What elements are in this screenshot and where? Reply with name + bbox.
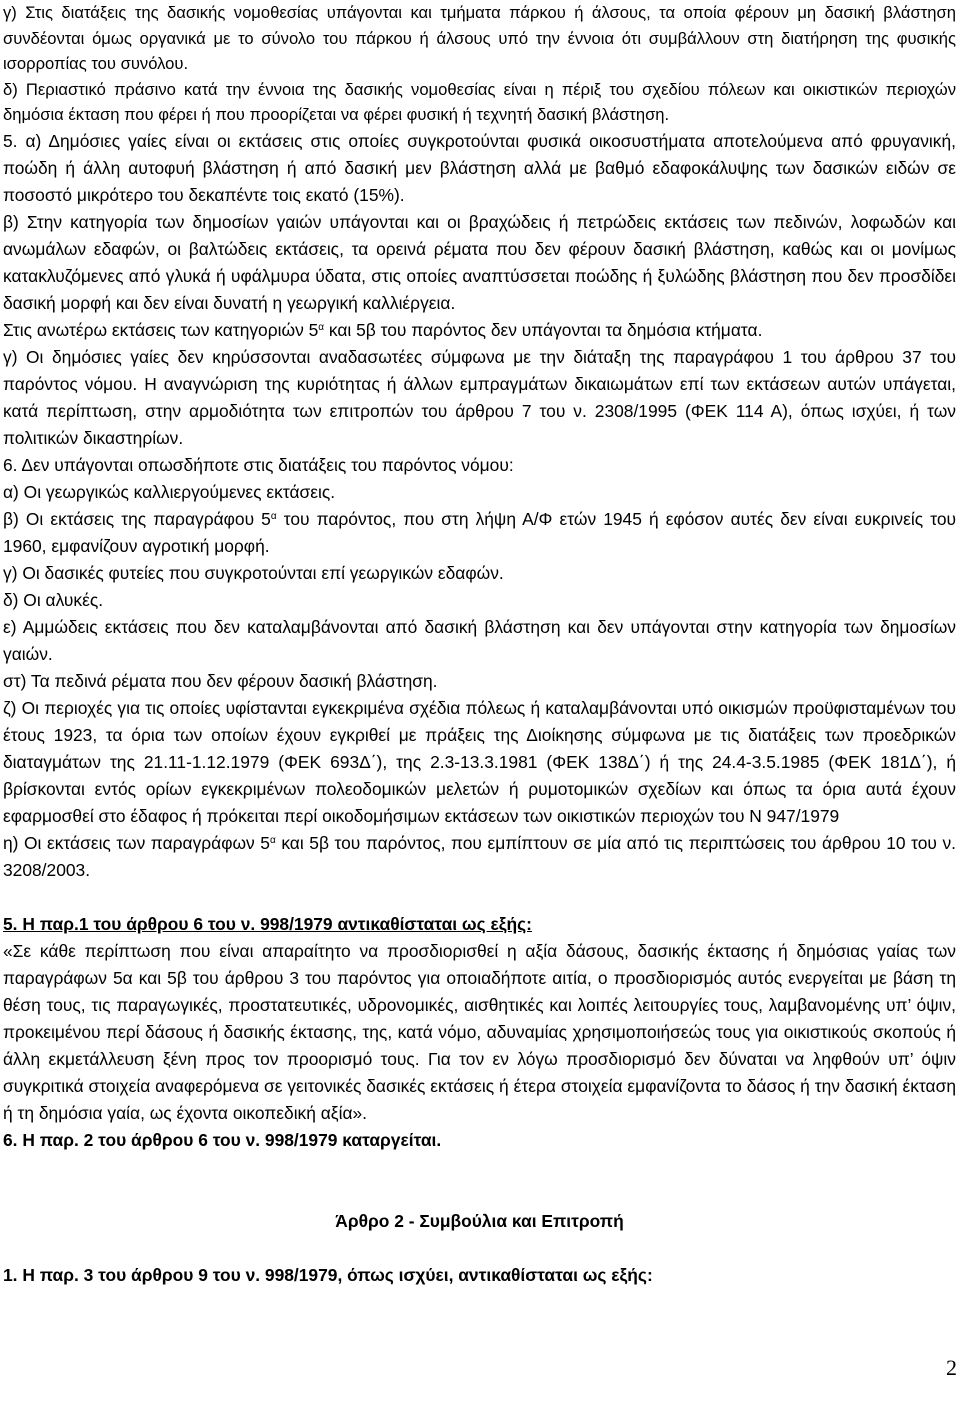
text-run: β) Οι εκτάσεις της παραγράφου 5 (3, 508, 271, 529)
page-number: 2 (946, 1355, 957, 1380)
paragraph-6d: δ) Οι αλυκές. (3, 589, 104, 610)
spacer (3, 1181, 956, 1208)
paragraph-6a: α) Οι γεωργικώς καλλιεργούμενες εκτάσεις. (3, 481, 336, 502)
text-run: Στις ανωτέρω εκτάσεις των κατηγοριών 5 (3, 319, 319, 340)
amendment-5-heading-text: 5. Η παρ.1 του άρθρου 6 του ν. 998/1979 αντικαθίσταται ως εξής: (3, 913, 532, 934)
text-run: και 5β του παρόντος δεν υπάγονται τα δημόσια κτήματα. (324, 319, 763, 340)
text-run: του παρόντος, που στη λήψη Α/Φ ετών 1945 ή εφόσον αυτές δεν είναι ευκρινείς του 1960, εμφανίζουν αγροτική μορφή. (3, 508, 956, 556)
document-body (3, 0, 956, 1289)
paragraph-5b: β) Στην κατηγορία των δημοσίων γαιών υπάγονται και οι βραχώδεις ή πετρώδεις εκτάσεις των πεδινών, λοφωδών και ανωμάλων εδαφών, οι βαλτώδεις εκτάσεις, τα ορεινά ρέματα που δεν φέρουν δασική βλάστηση, καθώς και οι μονίμως κατακλυζόμενες από γλυκά ή υφάλμυρα ύδατα, στις οποίες αναπτύσσεται ποώδης ή ξυλώδης βλάστηση που δεν προσδίδει δασική μορφή και δεν είναι δυνατή η γεωργική καλλιέργεια. (3, 211, 956, 313)
paragraph-5b-note (3, 317, 956, 344)
paragraph-6: 6. Δεν υπάγονται οπωσδήποτε στις διατάξεις του παρόντος νόμου: (3, 454, 514, 475)
text-run: η) Οι εκτάσεις των παραγράφων 5 (3, 832, 270, 853)
amendment-5-heading (3, 911, 956, 938)
article-2-item-1-text: 1. Η παρ. 3 του άρθρου 9 του ν. 998/1979, όπως ισχύει, αντικαθίσταται ως εξής: (3, 1264, 653, 1285)
amendment-6 (3, 1127, 956, 1154)
superscript: α (269, 834, 276, 846)
text-run: και 5β του παρόντος, που εμπίπτουν σε μία από τις περιπτώσεις του άρθρου 10 του ν. 3208/2003. (3, 832, 956, 880)
amendment-5-body: «Σε κάθε περίπτωση που είναι απαραίτητο να προσδιορισθεί η αξία δάσους, δασικής έκτασης ή δημόσιας γαίας των παραγράφων 5α και 5β του άρθρου 3 του παρόντος για οποιαδήποτε αιτία, ο προσδιορισμός αυτός ενεργείται με βάση τη θέση τους, τις παραγωγικές, προστατευτικές, υδρονομικές, αισθητικές και λοιπές λειτουργίες τους, λαμβανομένης υπ’ όψιν, προκειμένου περί δάσους ή δασικής έκτασης, της, κατά νόμο, αδυναμίας χρησιμοποιήσεώς τους για οικιστικούς σκοπούς ή άλλη εκμετάλλευση ξένη προς τον προορισμό τους. Για τον εν λόγω προσδιορισμό δεν δύναται να ληφθούν υπ’ όψιν συγκριτικά στοιχεία αναφερόμενα σε γειτονικές δασικές εκτάσεις ή έτερα στοιχεία εμφανίζοντα το δάσος ή την δασική έκταση ή τη δημόσια γαία, ως έχοντα οικοπεδική αξία». (3, 940, 956, 1123)
superscript: α (318, 321, 325, 333)
amendment-6-text: 6. Η παρ. 2 του άρθρου 6 του ν. 998/1979 καταργείται. (3, 1129, 442, 1150)
paragraph-gamma: γ) Στις διατάξεις της δασικής νομοθεσίας υπάγονται και τμήματα πάρκου ή άλσους, τα οποία φέρουν μη δασική βλάστηση συνδέονται όμως οργανικά με το σύνολο του πάρκου ή άλσους υπό την έννοια ότι συμβάλλουν στη διατήρηση της φυσικής ισορροπίας του συνόλου. (3, 3, 956, 73)
paragraph-6z: ζ) Οι περιοχές για τις οποίες υφίστανται εγκεκριμένα σχέδια πόλεως ή καταλαμβάνονται υπό οικισμών προϋφισταμένων του έτους 1923, τα όρια των οποίων έχουν εγκριθεί με πράξεις της Διοίκησης σύμφωνα με τις διατάξεις των προεδρικών διαταγμάτων της 21.11-1.12.1979 (ΦΕΚ 693Δ΄), της 2.3-13.3.1981 (ΦΕΚ 138Δ΄) ή της 24.4-3.5.1985 (ΦΕΚ 181Δ΄), ή βρίσκονται εντός ορίων εγκεκριμένων πολεοδομικών μελετών ή ρυμοτομικών σχεδίων και όπως τα όρια αυτά έχουν εφαρμοσθεί στο έδαφος ή πρόκειται περί οικοδομήσιμων εκτάσεων των οικιστικών περιοχών του Ν 947/1979 (3, 697, 956, 826)
article-2-title-text: Άρθρο 2 - Συμβούλια και Επιτροπή (335, 1210, 624, 1231)
paragraph-6b (3, 506, 956, 560)
paragraph-5a: 5. α) Δημόσιες γαίες είναι οι εκτάσεις στις οποίες συγκροτούνται φυσικά οικοσυστήματα αποτελούμενα από φρυγανική, ποώδη ή άλλη αυτοφυή βλάστηση ή από δασική μεν βλάστηση αλλά με βαθμό εδαφοκάλυψης των δασικών ειδών σε ποσοστό μικρότερο του δεκαπέντε τοις εκατό (15%). (3, 130, 956, 205)
spacer (3, 1235, 956, 1262)
paragraph-6i (3, 830, 956, 884)
article-2-title (3, 1208, 956, 1235)
paragraph-delta: δ) Περιαστικό πράσινο κατά την έννοια της δασικής νομοθεσίας είναι η πέριξ του σχεδίου πόλεων και οικιστικών περιοχών δημόσια έκταση που φέρει ή που προορίζεται να φέρει φυσική ή τεχνητή δασική βλάστηση. (3, 79, 956, 124)
paragraph-5c: γ) Οι δημόσιες γαίες δεν κηρύσσονται αναδασωτέες σύμφωνα με την διάταξη της παραγράφου 1 του άρθρου 37 του παρόντος νόμου. Η αναγνώριση της κυριότητας ή άλλων εμπραγμάτων δικαιωμάτων επί των εκτάσεων αυτών υπάγεται, κατά περίπτωση, στην αρμοδιότητα των επιτροπών του άρθρου 7 του ν. 2308/1995 (ΦΕΚ 114 Α), όπως ισχύει, ή των πολιτικών δικαστηρίων. (3, 346, 956, 448)
article-2-item-1 (3, 1262, 956, 1289)
paragraph-6e: ε) Αμμώδεις εκτάσεις που δεν καταλαμβάνονται από δασική βλάστηση και δεν υπάγονται στην κατηγορία των δημοσίων γαιών. (3, 616, 956, 664)
paragraph-6st: στ) Τα πεδινά ρέματα που δεν φέρουν δασική βλάστηση. (3, 670, 438, 691)
superscript: α (270, 510, 277, 522)
paragraph-6c: γ) Οι δασικές φυτείες που συγκροτούνται επί γεωργικών εδαφών. (3, 562, 504, 583)
spacer (3, 1154, 956, 1181)
